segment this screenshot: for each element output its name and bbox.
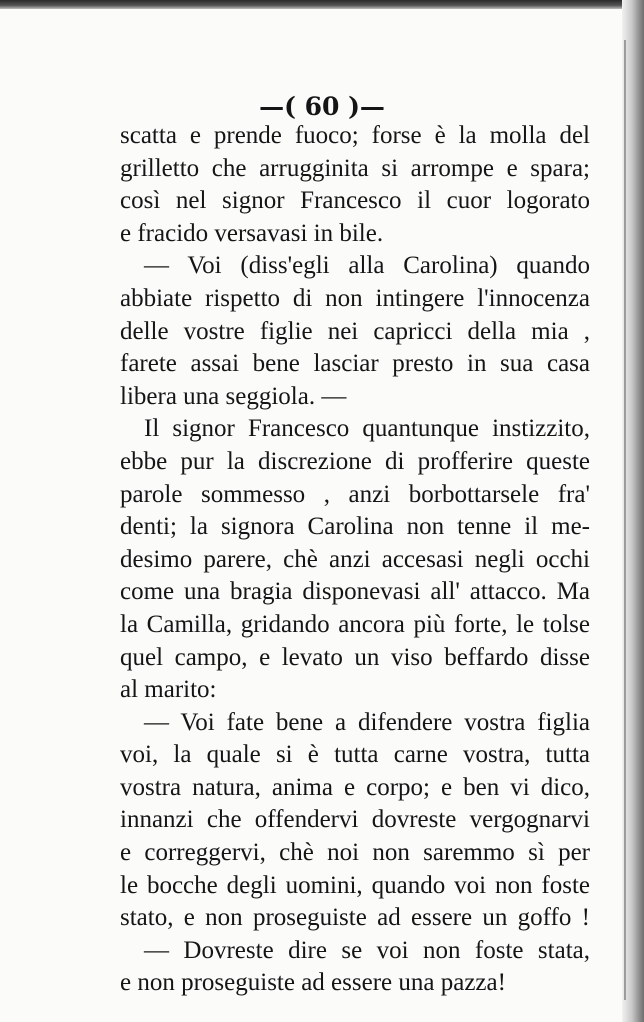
text-line: così nel signor Francesco il cuor logorato: [120, 187, 590, 215]
text-line: farete assai bene lasciar presto in sua casa: [120, 350, 590, 378]
text-line: — Dovreste dire se voi non foste stata,: [144, 936, 590, 964]
body-text: [120, 120, 590, 1000]
text-line: — Voi fate bene a difendere vostra figlia: [144, 708, 590, 736]
text-line: come una bragia disponevasi all' attacco. Ma: [120, 578, 590, 606]
text-line: le bocche degli uomini, quando voi non foste: [120, 871, 590, 899]
text-line: e fracido versavasi in bile.: [120, 219, 384, 247]
text-line: desimo parere, chè anzi accesasi negli occhi: [120, 545, 590, 573]
text-line: al marito:: [120, 676, 217, 704]
text-line: vostra natura, anima e corpo; e ben vi dico,: [120, 773, 590, 801]
page-number-header: —( 60 )—: [259, 92, 385, 121]
text-line: — Voi (diss'egli alla Carolina) quando: [144, 252, 590, 280]
text-line: delle vostre figlie nei capricci della mia ,: [120, 317, 590, 345]
text-line: Il signor Francesco quantunque instizzito,: [144, 415, 590, 443]
text-line: innanzi che offendervi dovreste vergognarvi: [120, 806, 590, 834]
text-line: quel campo, e levato un viso beffardo disse: [120, 643, 590, 671]
text-line: denti; la signora Carolina non tenne il me-: [120, 513, 590, 541]
text-line: la Camilla, gridando ancora più forte, le tolse: [120, 610, 590, 638]
text-line: libera una seggiola. —: [120, 382, 347, 410]
text-line: stato, e non proseguiste ad essere un goffo !: [120, 904, 590, 932]
text-line: ebbe pur la discrezione di profferire queste: [120, 447, 590, 475]
page-top-edge: [0, 0, 644, 9]
text-line: voi, la quale si è tutta carne vostra, tutta: [120, 741, 590, 769]
text-line: scatta e prende fuoco; forse è la molla del: [120, 122, 590, 149]
text-line: abbiate rispetto di non intingere l'innocenza: [120, 284, 590, 312]
page-binding-line: [624, 40, 626, 1000]
text-line: parole sommesso , anzi borbottarsele fra': [120, 480, 590, 508]
text-line: grilletto che arrugginita si arrompe e spara;: [120, 154, 590, 182]
text-line: e non proseguiste ad essere una pazza!: [120, 969, 506, 997]
text-line: e correggervi, chè noi non saremmo sì per: [120, 839, 590, 867]
